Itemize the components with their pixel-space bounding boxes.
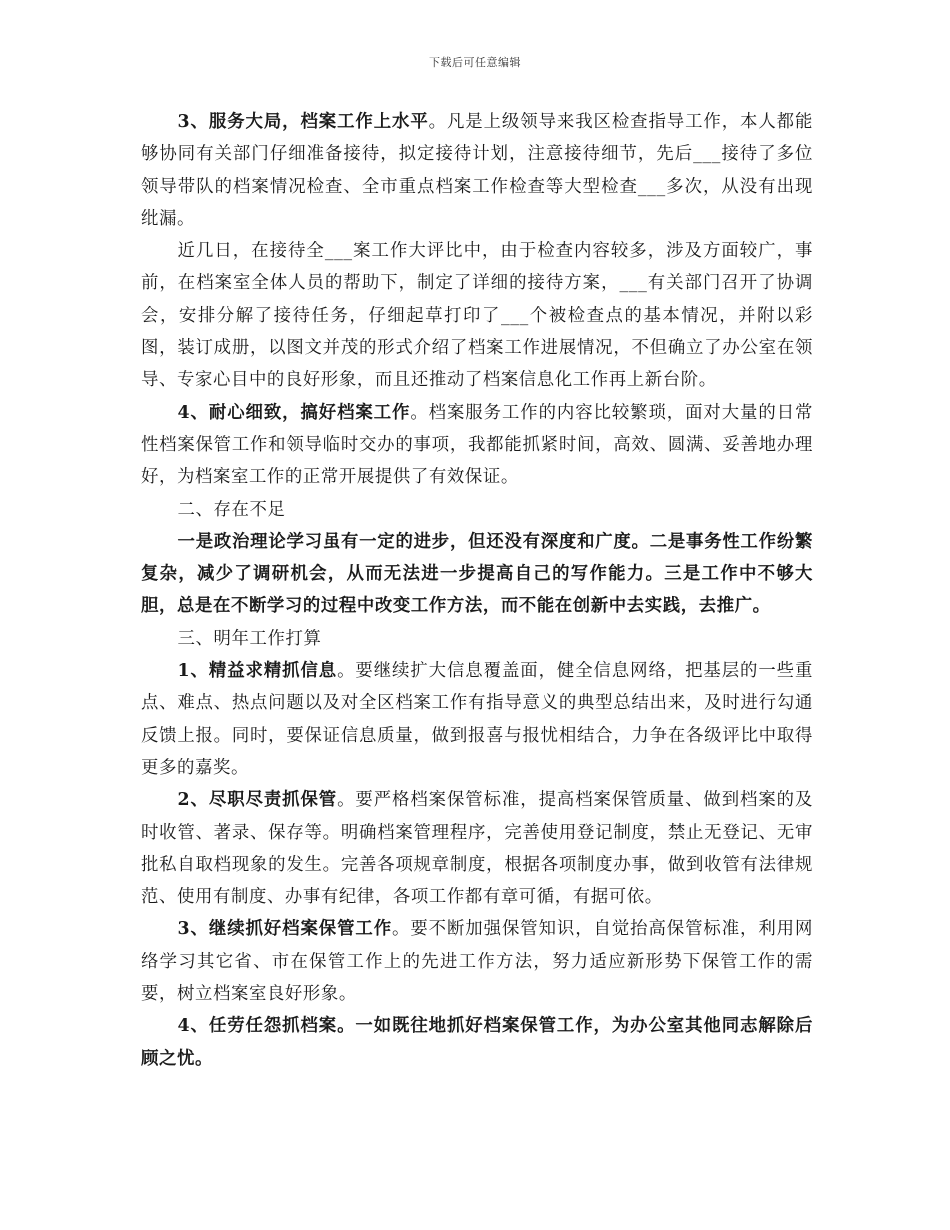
section-heading-shortcomings: 二、存在不足 (177, 499, 286, 520)
plan-item-lead: 2、尽职尽责抓保管 (177, 790, 338, 811)
paragraph-text: 。凡是上级领导来我区检查指导工作，本人都能够协同有关部门仔细准备接待，拟定接待计划，注意接待细节，先后___接待了多位领导带队的档案情况检查、全市重点档案工作检查等大型检查___多次，从没有出现纰漏。 (141, 112, 813, 229)
paragraph-shortcomings: 一是政治理论学习虽有一定的进步，但还没有深度和广度。二是事务性工作纷繁复杂，减少了调研机会，从而无法进一步提高自己的写作能力。三是工作中不够大胆，总是在不断学习的过程中改变工作方法，而不能在创新中去实践，去推广。 (141, 531, 813, 617)
paragraph-lead: 3、服务大局，档案工作上水平 (177, 112, 429, 132)
plan-item-lead: 4、任劳任怨抓档案。一如既往地抓好档案保管工作，为办公室其他同志解除后顾之忧。 (141, 1016, 813, 1069)
paragraph-reception (141, 235, 813, 396)
plan-item-information (141, 655, 813, 784)
page-header-note: 下载后可任意编辑 (429, 56, 521, 69)
document-body (141, 106, 813, 1075)
plan-item-text: 。要严格档案保管标准，提高档案保管质量、做到档案的及时收管、著录、保存等。明确档案管理程序，完善使用登记制度，禁止无登记、无审批私自取档现象的发生。完善各项规章制度，根据各项制度办事，做到收管有法律规范、使用有制度、办事有纪律，各项工作都有章可循，有据可依。 (141, 790, 813, 908)
plan-item-text: 。要继续扩大信息覆盖面，健全信息网络，把基层的一些重点、难点、热点问题以及对全区档案工作有指导意义的典型总结出来，及时进行勾通反馈上报。同时，要保证信息质量，做到报喜与报忧相结合，力争在各级评比中取得更多的嘉奖。 (141, 661, 813, 778)
plan-item-lead: 1、精益求精抓信息 (177, 661, 338, 682)
plan-item-archive-custody (141, 913, 813, 1010)
plan-item-text: 。要不断加强保管知识，自觉抬高保管标准，利用网络学习其它省、市在保管工作上的先进工作方法，努力适应新形势下保管工作的需要，树立档案室良好形象。 (141, 919, 813, 1005)
paragraph-serve-overall (141, 106, 813, 235)
paragraph-text: 近几日，在接待全___案工作大评比中，由于检查内容较多，涉及方面较广，事前，在档案室全体人员的帮助下，制定了详细的接待方案，___有关部门召开了协调会，安排分解了接待任务，仔细起草打印了___个被检查点的基本情况，并附以彩图，装订成册，以图文并茂的形式介绍了档案工作进展情况，不但确立了办公室在领导、专家心目中的良好形象，而且还推动了档案信息化工作再上新台阶。 (141, 241, 813, 391)
plan-item-diligence (141, 1010, 813, 1075)
paragraph-lead: 4、耐心细致，搞好档案工作 (177, 402, 411, 423)
plan-item-custody (141, 784, 813, 913)
section-heading-next-year-plan: 三、明年工作打算 (177, 628, 322, 649)
paragraph-patient-work (141, 397, 813, 494)
paragraph-text: 。档案服务工作的内容比较繁琐，面对大量的日常性档案保管工作和领导临时交办的事项，我都能抓紧时间，高效、圆满、妥善地办理好，为档案室工作的正常开展提供了有效保证。 (141, 402, 813, 488)
plan-item-lead: 3、继续抓好档案保管工作 (177, 919, 393, 940)
